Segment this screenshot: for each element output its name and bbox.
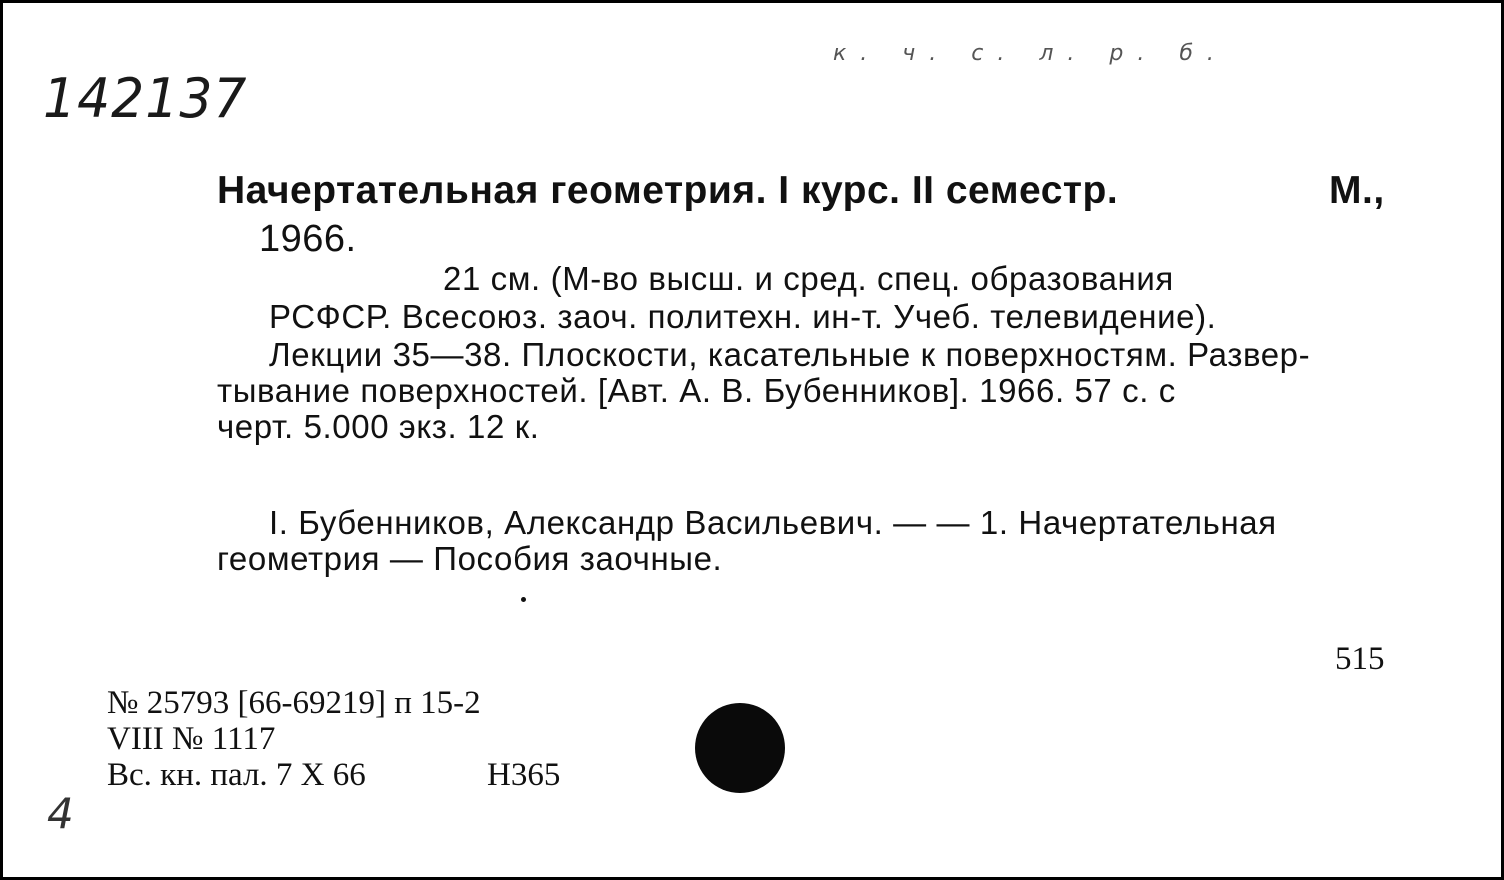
publication-year: 1966. — [259, 218, 357, 260]
card-title: Начертательная геометрия. I курс. II семестр. — [217, 169, 1119, 212]
description-line-2: РСФСР. Всесоюз. заоч. политехн. ин-т. Учеб. телевидение). — [269, 298, 1217, 335]
ink-speck — [521, 597, 526, 602]
corner-handwritten-mark: 4 — [47, 789, 74, 838]
tracing-line-2: геометрия — Пособия заочные. — [217, 540, 723, 577]
tracing-line-1: I. Бубенников, Александр Васильевич. — — 1. Начертательная — [269, 504, 1277, 541]
publication-place: М., — [1329, 169, 1385, 212]
punch-hole — [695, 703, 785, 793]
faint-handwritten-note: к. ч. с. л. р. б. — [833, 41, 1228, 66]
footer-line-3-left: Вс. кн. пал. 7 X 66 — [107, 757, 366, 793]
description-line-5: черт. 5.000 экз. 12 к. — [217, 408, 540, 445]
description-line-1: 21 см. (М-во высш. и сред. спец. образования — [443, 260, 1174, 297]
footer-line-2: VIII № 1117 — [107, 721, 276, 757]
description-line-3: Лекции 35—38. Плоскости, касательные к поверхностям. Развер- — [269, 336, 1311, 373]
call-number: 142137 — [43, 67, 248, 131]
description-line-4: тывание поверхностей. [Авт. А. В. Бубенников]. 1966. 57 с. с — [217, 372, 1176, 409]
footer-line-3-right: Н365 — [487, 757, 561, 793]
class-number: 515 — [1335, 641, 1385, 677]
footer-line-1: № 25793 [66-69219] п 15-2 — [107, 685, 481, 721]
